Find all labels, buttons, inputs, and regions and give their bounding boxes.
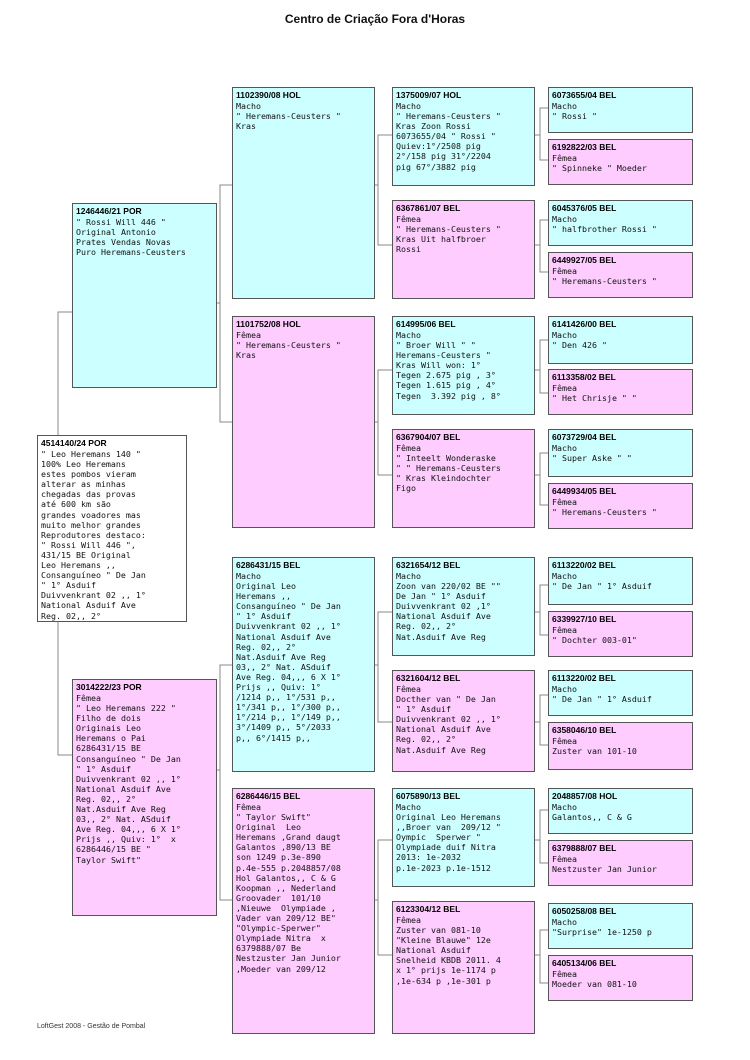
pedigree-box-great-grandparent-7[interactable] bbox=[392, 788, 535, 887]
pigeon-description: Macho Original Leo Heremans ,, Consanguíneo " De Jan " 1° Asduif Duivvenkrant 02 ,, 1° National Asduif Ave Reg. 02,, 2° Nat.Asduif Ave Reg 03,, 2° Nat. ASduif Ave Reg. 04,,, 6 X 1° Prijs ,, Quiv: 1° /1214 p,, 1°/531 p,, 1°/341 p,, 1°/300 p,, 1°/214 p,, 1°/149 p,, 3°/1409 p,, 5°/2033 p,, 6°/1415 p,, bbox=[236, 571, 341, 743]
ring-number: 6113220/02 BEL bbox=[552, 560, 616, 570]
ring-number: 6113358/02 BEL bbox=[552, 372, 616, 382]
pedigree-box-great-grandparent-1[interactable] bbox=[392, 87, 535, 186]
pigeon-description: Macho " halfbrother Rossi " bbox=[552, 214, 657, 235]
ring-number: 3014222/23 POR bbox=[76, 682, 142, 692]
pedigree-box-great-grandparent-6[interactable] bbox=[392, 670, 535, 772]
ring-number: 6113220/02 BEL bbox=[552, 673, 616, 683]
pigeon-description: Macho " Super Aske " " bbox=[552, 443, 632, 464]
ring-number: 6367904/07 BEL bbox=[396, 432, 461, 442]
pigeon-description: Macho Zoon van 220/02 BE "" De Jan " 1° Asduif Duivvenkrant 02 ,1° National Asduif Ave Reg. 02,, 2° Nat.Asduif Ave Reg bbox=[396, 571, 501, 642]
pedigree-box-dam[interactable] bbox=[72, 679, 217, 916]
ring-number: 6192822/03 BEL bbox=[552, 142, 617, 152]
pigeon-description: Fêmea Nestzuster Jan Junior bbox=[552, 854, 657, 875]
pedigree-box-gg-grandparent-15[interactable] bbox=[548, 903, 693, 949]
pigeon-description: Fêmea Moeder van 081-10 bbox=[552, 969, 637, 990]
ring-number: 1375009/07 HOL bbox=[396, 90, 462, 100]
pedigree-box-great-grandparent-5[interactable] bbox=[392, 557, 535, 656]
pedigree-box-gg-grandparent-1[interactable] bbox=[548, 87, 693, 133]
ring-number: 6123304/12 BEL bbox=[396, 904, 461, 914]
pigeon-description: Fêmea " Dochter 003-01" bbox=[552, 625, 637, 646]
ring-number: 1246446/21 POR bbox=[76, 206, 142, 216]
pedigree-box-gg-grandparent-14[interactable] bbox=[548, 840, 693, 886]
pigeon-description: Macho " Heremans-Ceusters " Kras bbox=[236, 101, 341, 132]
pedigree-box-gg-grandparent-4[interactable] bbox=[548, 252, 693, 298]
ring-number: 6050258/08 BEL bbox=[552, 906, 617, 916]
pigeon-description: Fêmea " Taylor Swift" Original Leo Heremans ,Grand daugt Galantos ,890/13 BE son 1249 p.3e-890 p.4e-555 p.2048857/08 Hol Galantos,, C & G Koopman ,, Nederland Groovader 101/10 ,Nieuwe Olympiade , Vader van 209/12 BE" "Olympic-Sperwer" Olympiade Nitra x 6379888/07 Be Nestzuster Jan Junior ,Moeder van 209/12 bbox=[236, 802, 341, 974]
pedigree-box-gg-grandparent-7[interactable] bbox=[548, 429, 693, 477]
footer-credit: LoftGest 2008 - Gestão de Pombal bbox=[37, 1023, 146, 1030]
page-title: Centro de Criação Fora d'Horas bbox=[284, 12, 466, 26]
ring-number: 6449927/05 BEL bbox=[552, 255, 617, 265]
pigeon-description: " Leo Heremans 140 " 100% Leo Heremans estes pombos vieram alterar as minhas chegadas das provas até 600 km são grandes voadores mas muito melhor grandes Reprodutores destaco: " Rossi Will 446 ", 431/15 BE Original Leo Heremans ,, Consanguíneo " De Jan " 1° Asduif Duivvenkrant 02 ,, 1° National Asduif Ave Reg. 02,, 2° bbox=[41, 449, 146, 621]
ring-number: 6073729/04 BEL bbox=[552, 432, 617, 442]
pigeon-description: Macho " De Jan " 1° Asduif bbox=[552, 571, 652, 592]
ring-number: 6321654/12 BEL bbox=[396, 560, 461, 570]
pedigree-box-gg-grandparent-6[interactable] bbox=[548, 369, 693, 415]
pigeon-description: Macho Original Leo Heremans ,,Broer van 209/12 " Oympic Sperwer " Olympiade duif Nitra 2013: 1e-2032 p.1e-2023 p.1e-1512 bbox=[396, 802, 501, 873]
ring-number: 6321604/12 BEL bbox=[396, 673, 461, 683]
pedigree-box-great-grandparent-8[interactable] bbox=[392, 901, 535, 1034]
pigeon-description: Macho " Heremans-Ceusters " Kras Zoon Rossi 6073655/04 " Rossi " Quiev:1°/2508 pig 2°/158 pig 31°/2204 pig 67°/3882 pig bbox=[396, 101, 501, 172]
ring-number: 1101752/08 HOL bbox=[236, 319, 301, 329]
pedigree-box-sire[interactable] bbox=[72, 203, 217, 388]
pedigree-box-grandparent-2[interactable] bbox=[232, 316, 375, 528]
pigeon-description: Macho " Broer Will " " Heremans-Ceusters " Kras Will won: 1° Tegen 2.675 pig , 3° Tegen 1.615 pig , 4° Tegen 3.392 pig , 8° bbox=[396, 330, 501, 401]
pedigree-box-gg-grandparent-5[interactable] bbox=[548, 316, 693, 364]
ring-number: 6141426/00 BEL bbox=[552, 319, 617, 329]
ring-number: 6379888/07 BEL bbox=[552, 843, 617, 853]
pigeon-description: Fêmea " Heremans-Ceusters " Kras bbox=[236, 330, 341, 361]
pigeon-description: Macho " Den 426 " bbox=[552, 330, 607, 351]
ring-number: 4514140/24 POR bbox=[41, 438, 107, 448]
pigeon-description: " Rossi Will 446 " Original Antonio Prates Vendas Novas Puro Heremans-Ceusters bbox=[76, 217, 186, 258]
ring-number: 6339927/10 BEL bbox=[552, 614, 617, 624]
pedigree-box-grandparent-3[interactable] bbox=[232, 557, 375, 772]
pedigree-box-gg-grandparent-3[interactable] bbox=[548, 200, 693, 246]
pedigree-box-gg-grandparent-11[interactable] bbox=[548, 670, 693, 716]
pigeon-description: Macho "Surprise" 1e-1250 p bbox=[552, 917, 652, 938]
pedigree-box-root[interactable] bbox=[37, 435, 187, 622]
ring-number: 6286431/15 BEL bbox=[236, 560, 301, 570]
pigeon-description: Fêmea " Heremans-Ceusters " Kras Uit halfbroer Rossi bbox=[396, 214, 501, 255]
pedigree-box-gg-grandparent-10[interactable] bbox=[548, 611, 693, 657]
ring-number: 6075890/13 BEL bbox=[396, 791, 461, 801]
pedigree-box-gg-grandparent-13[interactable] bbox=[548, 788, 693, 834]
pedigree-box-gg-grandparent-2[interactable] bbox=[548, 139, 693, 185]
ring-number: 6073655/04 BEL bbox=[552, 90, 617, 100]
pedigree-box-gg-grandparent-16[interactable] bbox=[548, 955, 693, 1001]
pedigree-box-grandparent-1[interactable] bbox=[232, 87, 375, 299]
pigeon-description: Fêmea Zuster van 101-10 bbox=[552, 736, 637, 757]
pigeon-description: Fêmea " Heremans-Ceusters " bbox=[552, 497, 657, 518]
pigeon-description: Fêmea " Het Chrisje " " bbox=[552, 383, 637, 404]
pedigree-box-great-grandparent-4[interactable] bbox=[392, 429, 535, 528]
ring-number: 6405134/06 BEL bbox=[552, 958, 617, 968]
ring-number: 6045376/05 BEL bbox=[552, 203, 617, 213]
pedigree-box-gg-grandparent-9[interactable] bbox=[548, 557, 693, 605]
ring-number: 2048857/08 HOL bbox=[552, 791, 618, 801]
pedigree-box-gg-grandparent-12[interactable] bbox=[548, 722, 693, 770]
ring-number: 6358046/10 BEL bbox=[552, 725, 617, 735]
pigeon-description: Fêmea " Heremans-Ceusters " bbox=[552, 266, 657, 287]
ring-number: 6449934/05 BEL bbox=[552, 486, 617, 496]
pedigree-box-gg-grandparent-8[interactable] bbox=[548, 483, 693, 529]
pigeon-description: Fêmea " Inteelt Wonderaske " " Heremans-Ceusters " Kras Kleindochter Figo bbox=[396, 443, 501, 494]
pigeon-description: Fêmea Zuster van 081-10 "Kleine Blauwe" 12e National Asduif Snelheid KBDB 2011. 4 x 1° prijs 1e-1174 p ,1e-634 p ,1e-301 p bbox=[396, 915, 501, 986]
ring-number: 1102390/08 HOL bbox=[236, 90, 301, 100]
ring-number: 6286446/15 BEL bbox=[236, 791, 301, 801]
ring-number: 6367861/07 BEL bbox=[396, 203, 461, 213]
pigeon-description: Fêmea Docther van " De Jan " 1° Asduif Duivvenkrant 02 ,, 1° National Asduif Ave Reg. 02,, 2° Nat.Asduif Ave Reg bbox=[396, 684, 501, 755]
pedigree-box-grandparent-4[interactable] bbox=[232, 788, 375, 1034]
pigeon-description: Macho " De Jan " 1° Asduif bbox=[552, 684, 652, 705]
pigeon-description: Fêmea " Leo Heremans 222 " Filho de dois Originais Leo Heremans o Pai 6286431/15 BE Consanguíneo " De Jan " 1° Asduif Duivvenkrant 02 ,, 1° National Asduif Ave Reg. 02,, 2° Nat.Asduif Ave Reg 03,, 2° Nat. ASduif Ave Reg. 04,,, 6 X 1° Prijs ,, Quiv: 1° x 6286446/15 BE " Taylor Swift" bbox=[76, 693, 181, 865]
pigeon-description: Macho Galantos,, C & G bbox=[552, 802, 632, 823]
pigeon-description: Macho " Rossi " bbox=[552, 101, 597, 122]
pigeon-description: Fêmea " Spinneke " Moeder bbox=[552, 153, 647, 174]
pedigree-box-great-grandparent-2[interactable] bbox=[392, 200, 535, 299]
ring-number: 614995/06 BEL bbox=[396, 319, 456, 329]
pedigree-box-great-grandparent-3[interactable] bbox=[392, 316, 535, 415]
